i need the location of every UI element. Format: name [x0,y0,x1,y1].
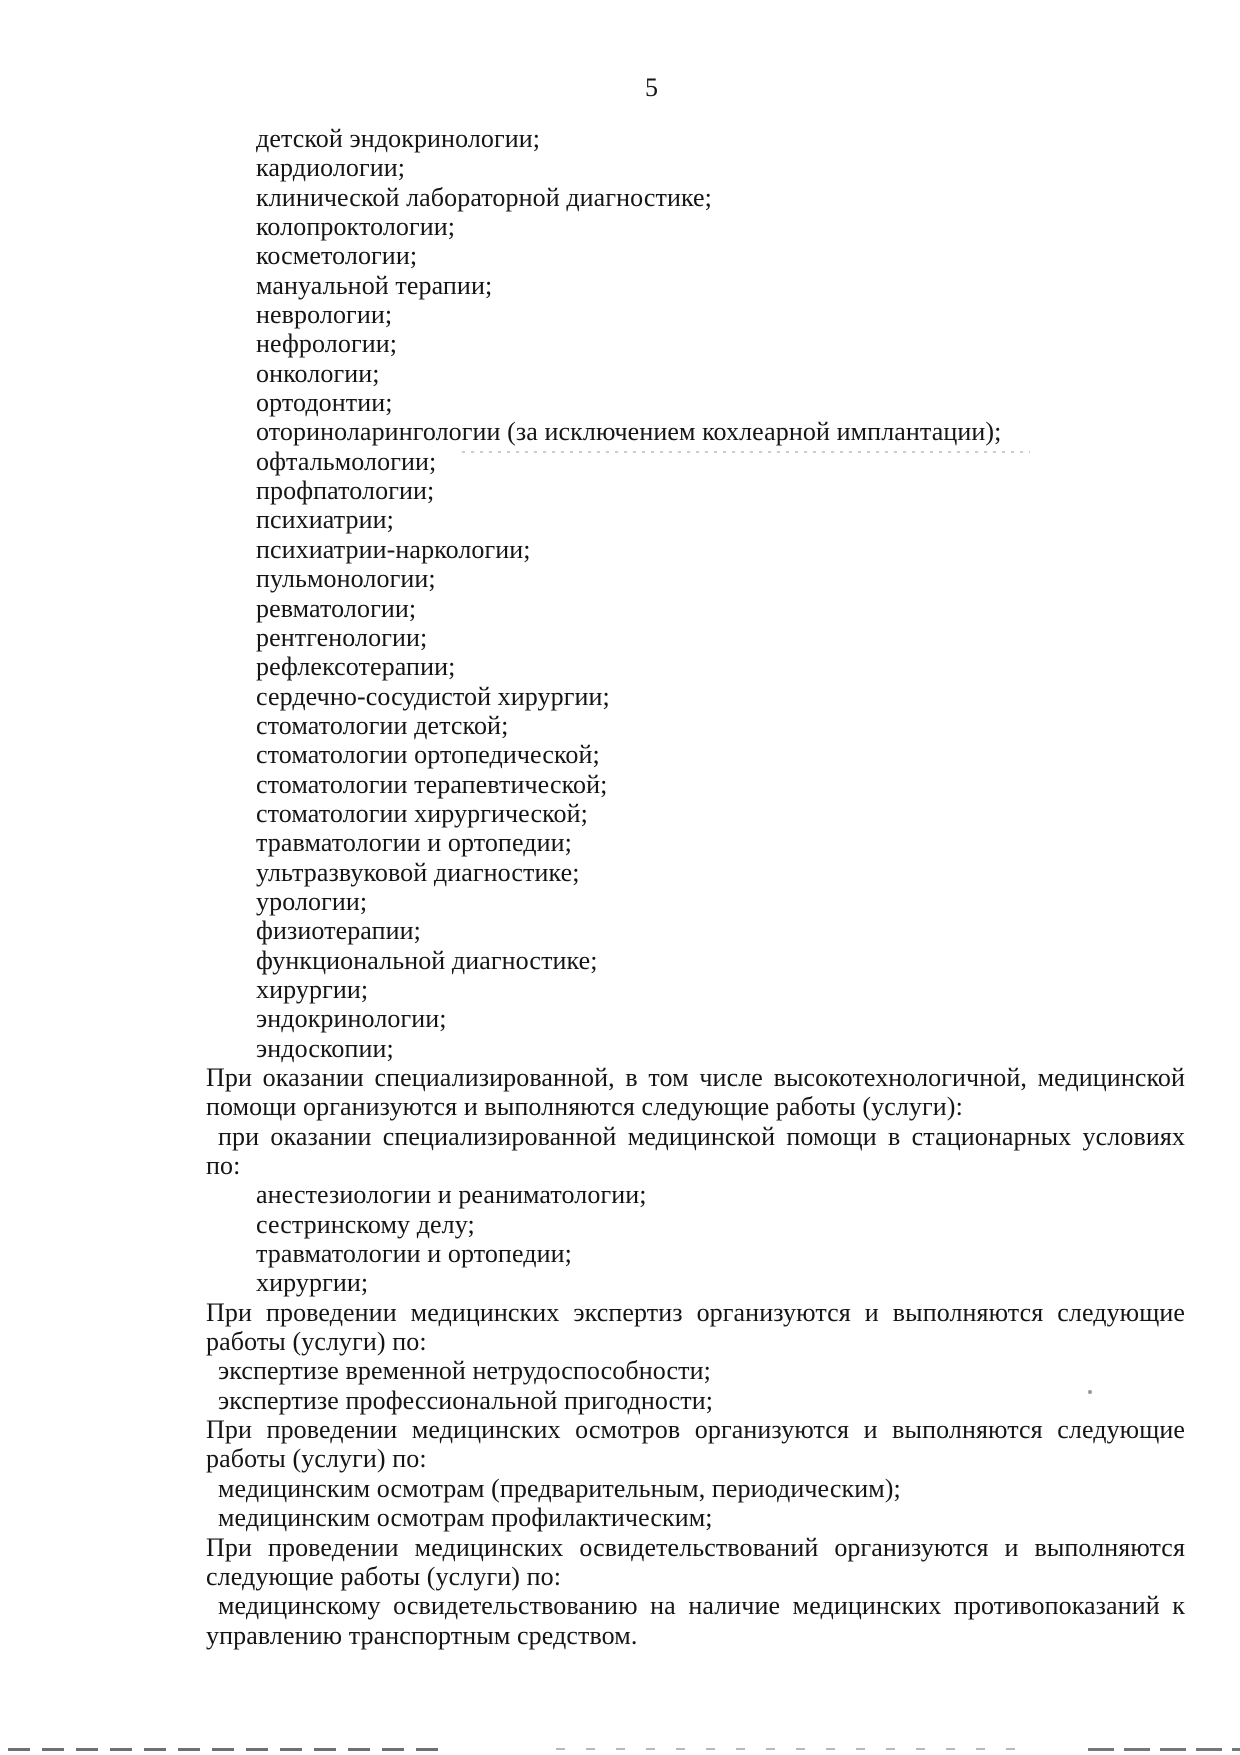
text-line: рефлексотерапии; [256,652,456,682]
text-line: мануальной терапии; [256,270,493,300]
text-line: психиатрии; [256,505,394,535]
text-line: функциональной диагностике; [256,945,598,975]
text-line: медицинским осмотрам профилактическим; [218,1503,713,1533]
text-line: травматологии и ортопедии; [256,828,572,858]
text-line: При проведении медицинских освидетельствований организуются и выполняются [206,1532,1185,1562]
text-line: пульмонологии; [256,564,436,594]
text-line: оториноларингологии (за исключением кохлеарной имплантации); [256,417,1002,447]
text-line: кардиологии; [256,153,406,183]
scan-artifact-dot [1088,1390,1092,1394]
text-line: хирургии; [256,1268,369,1298]
text-line: нефрологии; [256,329,398,359]
text-line: при оказании специализированной медицинской помощи в стационарных условиях [218,1121,1185,1151]
text-line: эндоскопии; [256,1033,394,1063]
text-line: стоматологии терапевтической; [256,769,608,799]
text-line: ревматологии; [256,593,417,623]
text-line: экспертизе временной нетрудоспособности; [218,1356,711,1386]
scan-artifact-segment [8,1748,440,1751]
text-line: При оказании специализированной, в том числе высокотехнологичной, медицинской [206,1063,1185,1092]
text-line: управлению транспортным средством. [206,1620,638,1650]
text-line: При проведении медицинских экспертиз организуются и выполняются следующие [206,1297,1185,1327]
text-line: эндокринологии; [256,1004,447,1034]
scan-artifact-segment [556,1748,1026,1750]
document-body [0,124,1240,1650]
text-line: работы (услуги) по: [206,1327,427,1357]
text-line: стоматологии детской; [256,710,509,740]
page-number: 5 [645,73,658,102]
text-line: хирургии; [256,974,369,1004]
text-line: урологии; [256,886,368,916]
scan-artifact-segment [1088,1748,1240,1751]
text-line: психиатрии-наркологии; [256,534,531,564]
text-line: по: [206,1151,241,1181]
text-line: физиотерапии; [256,916,421,946]
text-line: стоматологии ортопедической; [256,740,600,770]
text-line: экспертизе профессиональной пригодности; [218,1385,714,1415]
text-line: офтальмологии; [256,446,437,476]
text-line: работы (услуги) по: [206,1444,427,1474]
text-line: ортодонтии; [256,388,393,418]
text-line: колопроктологии; [256,212,456,242]
text-line: ультразвуковой диагностике; [256,857,580,887]
text-line: анестезиологии и реаниматологии; [256,1180,647,1210]
text-line: неврологии; [256,300,393,330]
text-line: профпатологии; [256,476,435,506]
text-line: косметологии; [256,241,418,271]
text-line: детской эндокринологии; [256,124,541,153]
scan-artifact-bottom-line [0,1748,1240,1752]
text-line: клинической лабораторной диагностике; [256,182,713,212]
text-line: сестринскому делу; [256,1209,475,1239]
text-line: рентгенологии; [256,622,428,652]
text-line: При проведении медицинских осмотров организуются и выполняются следующие [206,1415,1185,1445]
text-line: травматологии и ортопедии; [256,1239,572,1269]
text-line: медицинскому освидетельствованию на наличие медицинских противопоказаний к [218,1591,1185,1621]
text-line: медицинским осмотрам (предварительным, периодическим); [218,1473,901,1503]
text-line: онкологии; [256,358,380,388]
scan-artifact-dotted-line [462,451,1030,453]
text-line: помощи организуются и выполняются следующие работы (услуги): [206,1092,963,1122]
text-line: следующие работы (услуги) по: [206,1561,562,1591]
text-line: сердечно-сосудистой хирургии; [256,681,610,711]
text-line: стоматологии хирургической; [256,798,588,828]
